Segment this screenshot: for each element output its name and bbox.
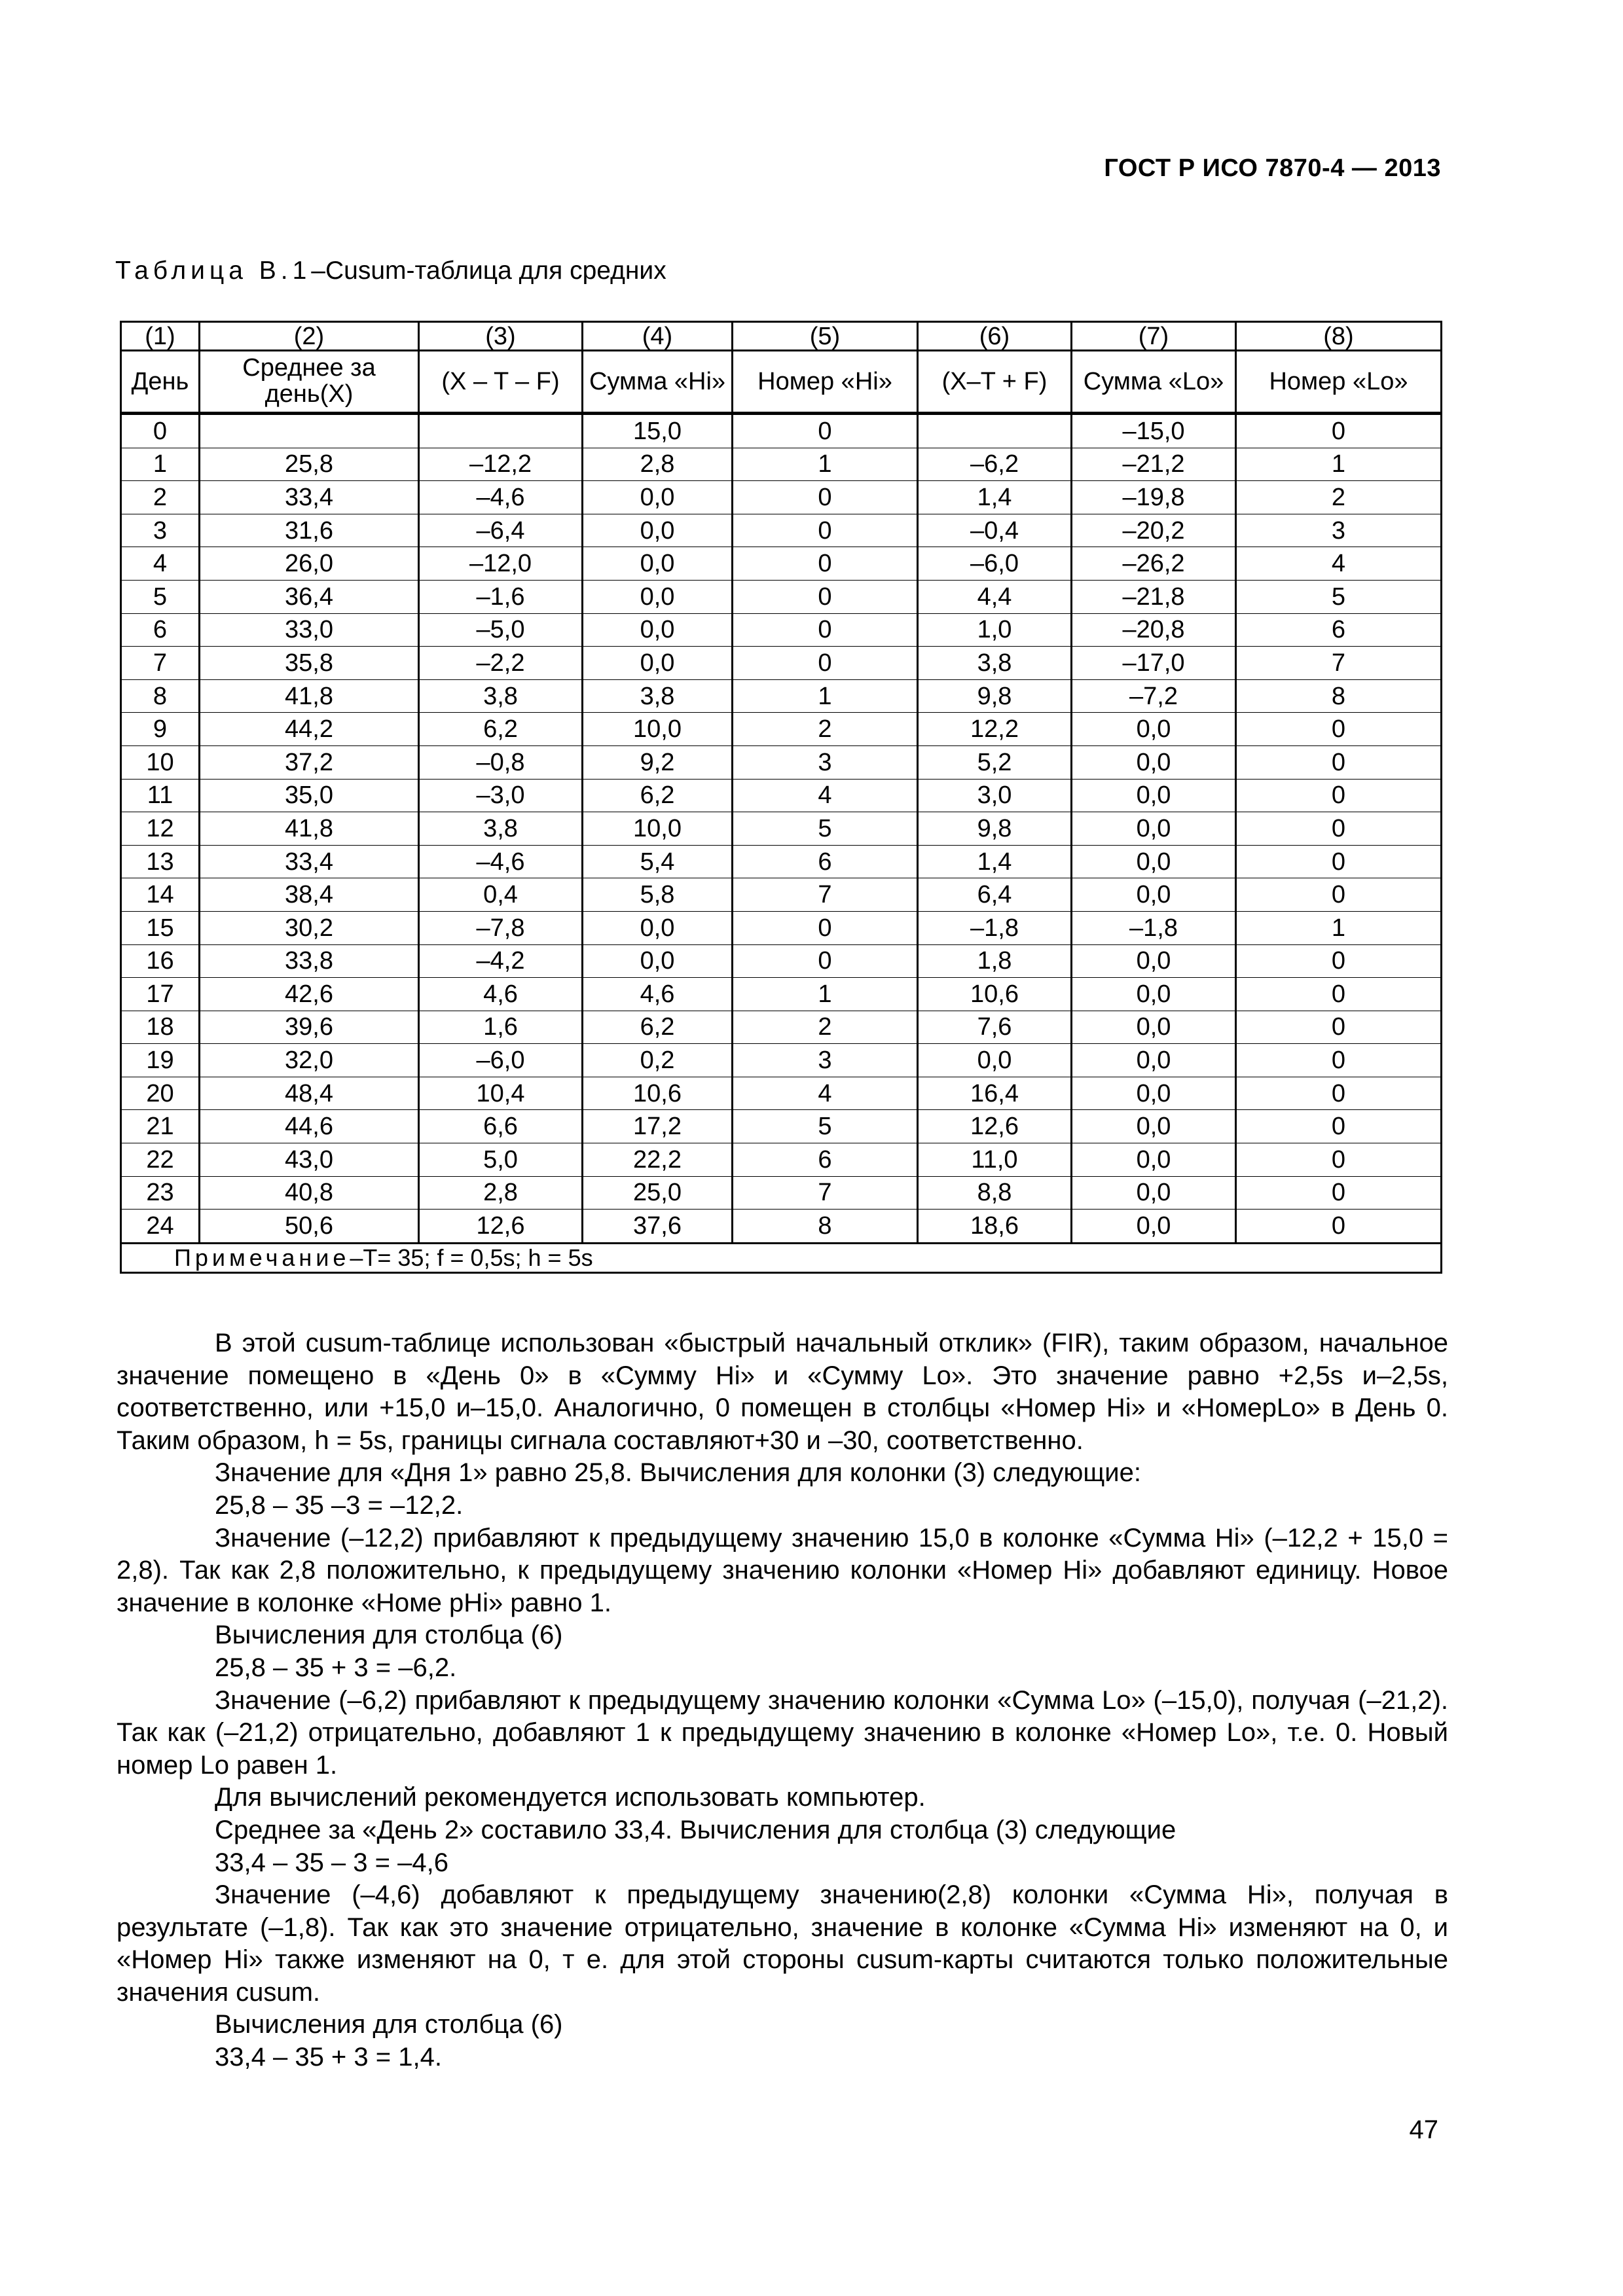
table-cell: 0,0 (583, 911, 733, 944)
column-number: (3) (419, 322, 583, 351)
table-caption-dash: – (311, 257, 325, 285)
column-header-day: День (121, 351, 200, 414)
table-cell: –7,8 (419, 911, 583, 944)
table-cell: 0 (733, 911, 918, 944)
table-cell: 4,6 (583, 978, 733, 1011)
table-cell: 6 (1236, 613, 1442, 647)
column-number: (5) (733, 322, 918, 351)
table-cell: 44,2 (200, 713, 419, 746)
table-cell: 0 (1236, 414, 1442, 448)
table-cell: 33,8 (200, 944, 419, 978)
page-number: 47 (1409, 2115, 1438, 2144)
table-cell: 0 (733, 514, 918, 547)
table-cell: –21,8 (1072, 580, 1236, 613)
table-cell: 1,6 (419, 1011, 583, 1044)
table-cell: –4,6 (419, 481, 583, 514)
table-cell: 13 (121, 845, 200, 878)
table-cell: 21 (121, 1110, 200, 1143)
table-cell: 33,0 (200, 613, 419, 647)
table-cell: 9,8 (918, 812, 1072, 846)
table-row (121, 812, 1442, 846)
table-cell: 43,0 (200, 1143, 419, 1177)
table-cell: 16 (121, 944, 200, 978)
paragraph: Значение для «Дня 1» равно 25,8. Вычисления для колонки (3) следующие: (215, 1458, 1141, 1488)
table-cell: 20 (121, 1077, 200, 1110)
table-cell: 0,0 (1072, 1176, 1236, 1210)
table-cell: 0 (1236, 944, 1442, 978)
table-cell (200, 414, 419, 448)
table-row (121, 1011, 1442, 1044)
table-row (121, 679, 1442, 713)
table-cell: 42,6 (200, 978, 419, 1011)
table-note (121, 1243, 1442, 1272)
table-cell: 10,4 (419, 1077, 583, 1110)
table-cell: 2 (121, 481, 200, 514)
column-number: (6) (918, 322, 1072, 351)
table-cell: 48,4 (200, 1077, 419, 1110)
table-cell: 6,2 (583, 779, 733, 812)
column-number-row (121, 322, 1442, 351)
table-cell: –1,6 (419, 580, 583, 613)
table-cell: 3 (1236, 514, 1442, 547)
table-cell: 5 (121, 580, 200, 613)
paragraph: В этой cusum-таблице использован «быстрый начальный отклик» (FIR), таким образом, начальное значение помещено в «День 0» в «Сумму Hi» и «Сумму Lo». Это значение равно +2,5s и–2,5s, соответственно, или +15,0 и–15,0. Аналогично, 0 помещен в столбцы «Номер Hi» и «НомерLo» в День 0. Таким образом, h = 5s, границы сигнала составляют+30 и –30, соответственно. (117, 1329, 1448, 1455)
table-cell: –20,8 (1072, 613, 1236, 647)
table-cell: 11,0 (918, 1143, 1072, 1177)
table-cell: 18,6 (918, 1210, 1072, 1244)
table-cell: 3,0 (918, 779, 1072, 812)
column-header-x-plus: (X–T + F) (918, 351, 1072, 414)
table-cell: 0,0 (583, 647, 733, 680)
table-cell: 7 (733, 1176, 918, 1210)
table-cell: 4 (1236, 547, 1442, 581)
column-header-row (121, 351, 1442, 414)
table-cell: 37,2 (200, 745, 419, 779)
table-cell: 6 (121, 613, 200, 647)
column-number: (4) (583, 322, 733, 351)
table-cell: 2,8 (583, 448, 733, 481)
table-cell: 10 (121, 745, 200, 779)
table-row (121, 481, 1442, 514)
table-cell: 12,6 (918, 1110, 1072, 1143)
table-cell: –6,4 (419, 514, 583, 547)
table-cell: 12,2 (918, 713, 1072, 746)
column-number: (8) (1236, 322, 1442, 351)
table-cell: 3,8 (918, 647, 1072, 680)
table-cell: 16,4 (918, 1077, 1072, 1110)
table-cell: 14 (121, 878, 200, 912)
table-row (121, 911, 1442, 944)
cusum-table (120, 321, 1442, 1274)
table-cell: 26,0 (200, 547, 419, 581)
table-body (121, 414, 1442, 1244)
table-cell: 10,0 (583, 713, 733, 746)
table-cell: 33,4 (200, 481, 419, 514)
table-cell: –1,8 (1072, 911, 1236, 944)
table-cell: 0,0 (918, 1044, 1072, 1077)
formula-line: 25,8 – 35 + 3 = –6,2. (215, 1653, 457, 1682)
table-cell: –0,8 (419, 745, 583, 779)
table-row (121, 514, 1442, 547)
column-number: (7) (1072, 322, 1236, 351)
table-cell: 5 (733, 1110, 918, 1143)
table-row (121, 1176, 1442, 1210)
table-cell: 10,6 (583, 1077, 733, 1110)
formula-line: 33,4 – 35 + 3 = 1,4. (215, 2043, 442, 2072)
table-cell: 1 (1236, 911, 1442, 944)
table-row (121, 647, 1442, 680)
table-cell: 0,0 (583, 514, 733, 547)
table-cell: 3 (121, 514, 200, 547)
table-cell: –6,0 (419, 1044, 583, 1077)
paragraph: Для вычислений рекомендуется использовать компьютер. (215, 1783, 926, 1812)
column-header-mean: Среднее за день(X) (200, 351, 419, 414)
document-header: ГОСТ Р ИСО 7870-4 — 2013 (1104, 154, 1441, 182)
table-row (121, 613, 1442, 647)
table-cell: 35,0 (200, 779, 419, 812)
table-cell: 5,4 (583, 845, 733, 878)
table-row (121, 944, 1442, 978)
table-cell: 15,0 (583, 414, 733, 448)
table-cell: 3,8 (419, 812, 583, 846)
column-header-sum-lo: Сумма «Lo» (1072, 351, 1236, 414)
table-row (121, 1077, 1442, 1110)
formula-line: 25,8 – 35 –3 = –12,2. (215, 1490, 464, 1520)
table-cell: 36,4 (200, 580, 419, 613)
table-cell: 7 (1236, 647, 1442, 680)
table-caption-text: Cusum-таблица для средних (325, 257, 666, 285)
table-cell: 2 (1236, 481, 1442, 514)
table-cell: 18 (121, 1011, 200, 1044)
column-header-x-minus: (X – T – F) (419, 351, 583, 414)
table-cell: 0,0 (1072, 1210, 1236, 1244)
paragraph: Вычисления для столбца (6) (215, 1621, 563, 1650)
table-cell: 17,2 (583, 1110, 733, 1143)
table-cell: 24 (121, 1210, 200, 1244)
table-cell: 1 (1236, 448, 1442, 481)
table-cell: –2,2 (419, 647, 583, 680)
table-cell: 0,0 (1072, 978, 1236, 1011)
table-cell: 0,0 (1072, 1110, 1236, 1143)
table-cell: 0 (1236, 812, 1442, 846)
table-cell: 0 (1236, 779, 1442, 812)
table-cell: 3,8 (583, 679, 733, 713)
formula-line: 33,4 – 35 – 3 = –4,6 (215, 1848, 448, 1877)
table-cell: 4 (121, 547, 200, 581)
table-cell: 12 (121, 812, 200, 846)
table-cell: 6 (733, 1143, 918, 1177)
table-cell: 1,4 (918, 845, 1072, 878)
table-row (121, 845, 1442, 878)
table-cell: 0 (733, 613, 918, 647)
table-cell: 8 (1236, 679, 1442, 713)
column-header-number-hi: Номер «Hi» (733, 351, 918, 414)
table-cell: –4,6 (419, 845, 583, 878)
table-cell: 0,0 (1072, 745, 1236, 779)
table-cell: 10,6 (918, 978, 1072, 1011)
table-cell: 0,0 (1072, 1011, 1236, 1044)
table-cell: 35,8 (200, 647, 419, 680)
table-cell: 0 (1236, 878, 1442, 912)
table-caption-label: Таблица В.1 (115, 257, 312, 285)
table-cell: 3 (733, 1044, 918, 1077)
table-row (121, 414, 1442, 448)
paragraph: Значение (–6,2) прибавляют к предыдущему значению колонки «Сумма Lo» (–15,0), получая (–21,2). Так как (–21,2) отрицательно, добавляют 1 к предыдущему значению в колонке «Номер Lo», т.е. 0. Новый номер Lo равен 1. (117, 1685, 1448, 1780)
table-cell: 40,8 (200, 1176, 419, 1210)
table-row (121, 1210, 1442, 1244)
body-text (117, 1327, 1448, 2074)
table-cell: 1,4 (918, 481, 1072, 514)
table-cell: 6,2 (583, 1011, 733, 1044)
table-cell: 8,8 (918, 1176, 1072, 1210)
table-cell: 9,8 (918, 679, 1072, 713)
table-cell: 2,8 (419, 1176, 583, 1210)
table-row (121, 1044, 1442, 1077)
table-cell: 15 (121, 911, 200, 944)
table-cell: 8 (733, 1210, 918, 1244)
table-cell: 1,8 (918, 944, 1072, 978)
table-cell: –26,2 (1072, 547, 1236, 581)
table-cell: 0 (1236, 1077, 1442, 1110)
table-cell: 0 (1236, 1110, 1442, 1143)
table-row (121, 1143, 1442, 1177)
table-cell: 0 (1236, 1143, 1442, 1177)
table-cell: –5,0 (419, 613, 583, 647)
table-row (121, 448, 1442, 481)
table-cell: 4 (733, 779, 918, 812)
table-cell: –17,0 (1072, 647, 1236, 680)
table-cell: 0,0 (583, 944, 733, 978)
table-cell (918, 414, 1072, 448)
table-cell: 0,0 (583, 580, 733, 613)
table-cell: 5,2 (918, 745, 1072, 779)
paragraph: Вычисления для столбца (6) (215, 2010, 563, 2039)
table-cell: 41,8 (200, 679, 419, 713)
table-cell: 7 (121, 647, 200, 680)
table-cell: 0,0 (1072, 1044, 1236, 1077)
table-cell: 3 (733, 745, 918, 779)
table-cell: 0 (1236, 1210, 1442, 1244)
table-cell: 0,0 (1072, 812, 1236, 846)
table-cell: 38,4 (200, 878, 419, 912)
table-row (121, 1110, 1442, 1143)
table-cell: 0 (733, 414, 918, 448)
table-cell: 0 (1236, 1044, 1442, 1077)
table-cell: 0,0 (583, 613, 733, 647)
table-cell (419, 414, 583, 448)
table-cell: –3,0 (419, 779, 583, 812)
table-cell: 31,6 (200, 514, 419, 547)
table-cell: –0,4 (918, 514, 1072, 547)
table-cell: 0,0 (1072, 1077, 1236, 1110)
table-cell: 0 (1236, 1011, 1442, 1044)
table-cell: 25,0 (583, 1176, 733, 1210)
table-cell: 0,0 (1072, 944, 1236, 978)
column-number: (1) (121, 322, 200, 351)
table-cell: 41,8 (200, 812, 419, 846)
table-note-row (121, 1243, 1442, 1272)
paragraph: Значение (–12,2) прибавляют к предыдущему значению 15,0 в колонке «Сумма Hi» (–12,2 + 15,0 = 2,8). Так как 2,8 положительно, к предыдущему значению колонки «Номер Hi» добавляют единицу. Новое значение в колонке «Номе рHi» равно 1. (117, 1523, 1448, 1617)
table-cell: 39,6 (200, 1011, 419, 1044)
table-cell: 22 (121, 1143, 200, 1177)
table-cell: 0 (1236, 745, 1442, 779)
table-cell: 5 (733, 812, 918, 846)
table-cell: 2 (733, 1011, 918, 1044)
table-cell: 11 (121, 779, 200, 812)
table-cell: –12,2 (419, 448, 583, 481)
table-cell: 0,0 (583, 481, 733, 514)
table-cell: 4,4 (918, 580, 1072, 613)
table-cell: 0,2 (583, 1044, 733, 1077)
table-cell: 7 (733, 878, 918, 912)
table-note-label: Примечание (174, 1244, 350, 1271)
table-row (121, 978, 1442, 1011)
column-number: (2) (200, 322, 419, 351)
table-cell: 0 (733, 481, 918, 514)
paragraph: Значение (–4,6) добавляют к предыдущему значению(2,8) колонки «Сумма Hi», получая в результате (–1,8). Так как это значение отрицательно, значение в колонке «Сумма Hi» изменяют на 0, и «Номер Hi» также изменяют на 0, т е. для этой стороны cusum-карты считаются только положительные значения cusum. (117, 1880, 1448, 2007)
table-cell: 5,0 (419, 1143, 583, 1177)
table-cell: –6,2 (918, 448, 1072, 481)
table-cell: 0 (121, 414, 200, 448)
table-cell: 5 (1236, 580, 1442, 613)
table-cell: 1 (733, 978, 918, 1011)
table-cell: 4,6 (419, 978, 583, 1011)
table-cell: 8 (121, 679, 200, 713)
table-cell: 12,6 (419, 1210, 583, 1244)
table-cell: 33,4 (200, 845, 419, 878)
table-cell: –6,0 (918, 547, 1072, 581)
table-cell: 0 (1236, 845, 1442, 878)
table-cell: –4,2 (419, 944, 583, 978)
table-cell: –21,2 (1072, 448, 1236, 481)
table-cell: 10,0 (583, 812, 733, 846)
table-cell: –19,8 (1072, 481, 1236, 514)
table-cell: 6,6 (419, 1110, 583, 1143)
table-cell: 0,4 (419, 878, 583, 912)
table-cell: 2 (733, 713, 918, 746)
table-cell: 37,6 (583, 1210, 733, 1244)
table-row (121, 547, 1442, 581)
table-cell: 44,6 (200, 1110, 419, 1143)
table-cell: 0,0 (1072, 1143, 1236, 1177)
table-cell: 0,0 (1072, 779, 1236, 812)
table-cell: –20,2 (1072, 514, 1236, 547)
table-cell: 6,2 (419, 713, 583, 746)
table-cell: –15,0 (1072, 414, 1236, 448)
table-cell: 0 (733, 647, 918, 680)
table-cell: 23 (121, 1176, 200, 1210)
table-cell: 9 (121, 713, 200, 746)
column-header-number-lo: Номер «Lo» (1236, 351, 1442, 414)
table-cell: 0,0 (1072, 878, 1236, 912)
table-cell: 1,0 (918, 613, 1072, 647)
table-note-text: –T= 35; f = 0,5s; h = 5s (350, 1244, 593, 1271)
table-row (121, 878, 1442, 912)
table-cell: –1,8 (918, 911, 1072, 944)
table-cell: 0 (733, 547, 918, 581)
table-cell: 50,6 (200, 1210, 419, 1244)
table-cell: 30,2 (200, 911, 419, 944)
table-row (121, 745, 1442, 779)
table-cell: –7,2 (1072, 679, 1236, 713)
table-cell: 6,4 (918, 878, 1072, 912)
table-cell: 9,2 (583, 745, 733, 779)
column-header-sum-hi: Сумма «Hi» (583, 351, 733, 414)
table-cell: 0,0 (1072, 713, 1236, 746)
table-cell: 25,8 (200, 448, 419, 481)
table-cell: 3,8 (419, 679, 583, 713)
table-cell: –12,0 (419, 547, 583, 581)
table-cell: 0 (733, 580, 918, 613)
table-cell: 17 (121, 978, 200, 1011)
table-cell: 0 (1236, 1176, 1442, 1210)
table-cell: 6 (733, 845, 918, 878)
table-row (121, 580, 1442, 613)
table-cell: 0,0 (583, 547, 733, 581)
table-row (121, 779, 1442, 812)
table-cell: 7,6 (918, 1011, 1072, 1044)
table-cell: 32,0 (200, 1044, 419, 1077)
table-cell: 0 (1236, 713, 1442, 746)
table-cell: 5,8 (583, 878, 733, 912)
table-cell: 22,2 (583, 1143, 733, 1177)
table-cell: 0 (1236, 978, 1442, 1011)
paragraph: Среднее за «День 2» составило 33,4. Вычисления для столбца (3) следующие (215, 1815, 1176, 1844)
table-row (121, 713, 1442, 746)
table-cell: 0,0 (1072, 845, 1236, 878)
table-cell: 1 (121, 448, 200, 481)
table-cell: 19 (121, 1044, 200, 1077)
table-cell: 0 (733, 944, 918, 978)
table-cell: 1 (733, 679, 918, 713)
table-caption (115, 257, 666, 285)
table-cell: 1 (733, 448, 918, 481)
table-cell: 4 (733, 1077, 918, 1110)
